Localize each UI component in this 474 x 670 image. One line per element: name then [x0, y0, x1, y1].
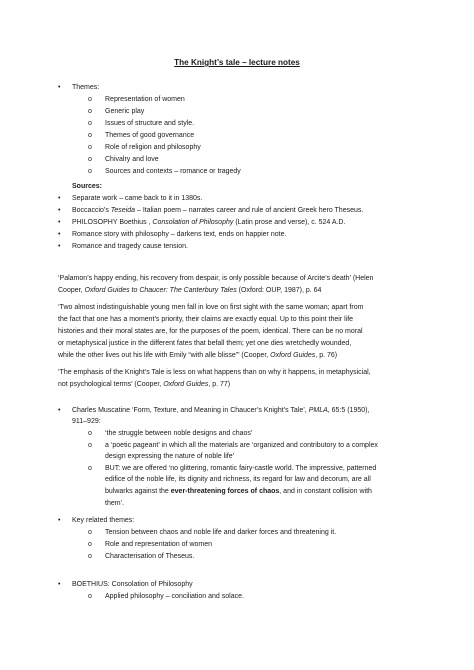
sub-bullet-icon: o [88, 132, 92, 139]
bullet-icon: • [58, 84, 61, 91]
muscatine-pages: 911–929: [72, 418, 101, 425]
sub-bullet-icon: o [88, 430, 92, 437]
bullet-icon: • [58, 195, 61, 202]
bullet-icon: • [58, 581, 61, 588]
page-title: The Knight’s tale – lecture notes [174, 58, 300, 67]
document-page: The Knight’s tale – lecture notes • Themes: o Representation of women o Generic play o Issues of structure and style. o Themes of good governance o Role of religion and philosophy o Chivalry and love o Sources and contexts – romance or tragedy Sources: • Separate work – came back to it in 1380s. • Boccaccio’s Teseida – Italian poem – narrates career and rule of ancient Greek hero Theseus. • PHILOSOPHY Boethius , Consolation of Philosophy (Latin prose and verse), c. 524 A.D. • Romance story with philosophy – darkens text, ends on happier note. • Romance and tragedy cause tension. ‘Palamon’s happy ending, his recovery from despair, is only possible because of Arcite’s death’ (Helen Cooper, Oxford Guides to Chaucer: The Canterbury Tales (Oxford: OUP, 1987), p. 64 ‘Two almost indistinguishable young men fall in love on first sight with the same woman; apart from the fact that one has a moment’s priority, their claims are exactly equal. Up to this point their life histories and their moral states are, for the purposes of the poem, identical. There can be no moral or metaphysical justice in the different fates that befall them; yet one dies wretchedly wounded, while the other lives out his life with Emily “with alle blisse”’ (Cooper, Oxford Guides, p. 76) ‘The emphasis of the Knight’s Tale is less on what happens than on why it happens, in metaphysicial, not psychological terms’ (Cooper, Oxford Guides, p. 77) • Charles Muscatine ‘Form, Texture, and Meaning in Chaucer’s Knight’s Tale’, PMLA, 65:5 (1950), 911–929: o ‘the struggle between noble designs and chaos’ o a ‘poetic pageant’ in which all the materials are ‘organized and contributory to a complex design expressing the nature of noble life’ o BUT: we are offered ‘no glittering, romantic fairy-castle world. The impressive, patterned edifice of the noble life, its dignity and richness, its regard for law and decorum, are all bulwarks against the ever-threatening forces of chaos, and in constant collision with them’. • Key related themes: o Tension between chaos and noble life and darker forces and threatening it. o Role and representation of women o Characterisation of Theseus. • BOETHIUS: Consolation of Philosophy o Applied philosophy – conciliation and solace. [0, 0, 474, 670]
bullet-icon: • [58, 243, 61, 250]
sub-bullet-icon: o [88, 156, 92, 163]
quote-cooper-1: ‘Palamon’s happy ending, his recovery from despair, is only possible because of Arcite’s death’ (Helen Cooper, Oxford Guides to Chaucer: The Canterbury Tales (Oxford: OUP, 1987), p. 64 [58, 275, 374, 294]
sources-heading: Sources: [72, 183, 102, 190]
boethius-heading: BOETHIUS: Consolation of Philosophy [72, 581, 193, 588]
sub-bullet-icon: o [88, 108, 92, 115]
sub-bullet-icon: o [88, 593, 92, 600]
sub-bullet-icon: o [88, 529, 92, 536]
themes-heading: Themes: [72, 84, 100, 91]
bullet-icon: • [58, 207, 61, 214]
quote-cooper-3: ‘The emphasis of the Knight’s Tale is less on what happens than on why it happens, in metaphysicial, not psychological terms’ (Cooper, Oxford Guides, p. 77) [58, 369, 371, 388]
sub-bullet-icon: o [88, 442, 92, 449]
bullet-icon: • [58, 517, 61, 524]
sub-bullet-icon: o [88, 541, 92, 548]
quote-cooper-2: ‘Two almost indistinguishable young men fall in love on first sight with the same woman; apart from the fact that one has a moment’s priority, their claims are exactly equal. Up to this point their life histories and their moral states are, for the purposes of the poem, identical. There can be no moral or metaphysical justice in the different fates that befall them; yet one dies wretchedly wounded, while the other lives out his life with Emily “with alle blisse”’ (Cooper, Oxford Guides, p. 76) [58, 304, 364, 359]
related-heading: Key related themes: [72, 517, 135, 524]
sub-bullet-icon: o [88, 96, 92, 103]
sub-bullet-icon: o [88, 144, 92, 151]
sub-bullet-icon: o [88, 465, 92, 472]
bullet-icon: • [58, 231, 61, 238]
sub-bullet-icon: o [88, 553, 92, 560]
bullet-icon: • [58, 407, 61, 414]
sub-bullet-icon: o [88, 168, 92, 175]
sub-bullet-icon: o [88, 120, 92, 127]
bullet-icon: • [58, 219, 61, 226]
